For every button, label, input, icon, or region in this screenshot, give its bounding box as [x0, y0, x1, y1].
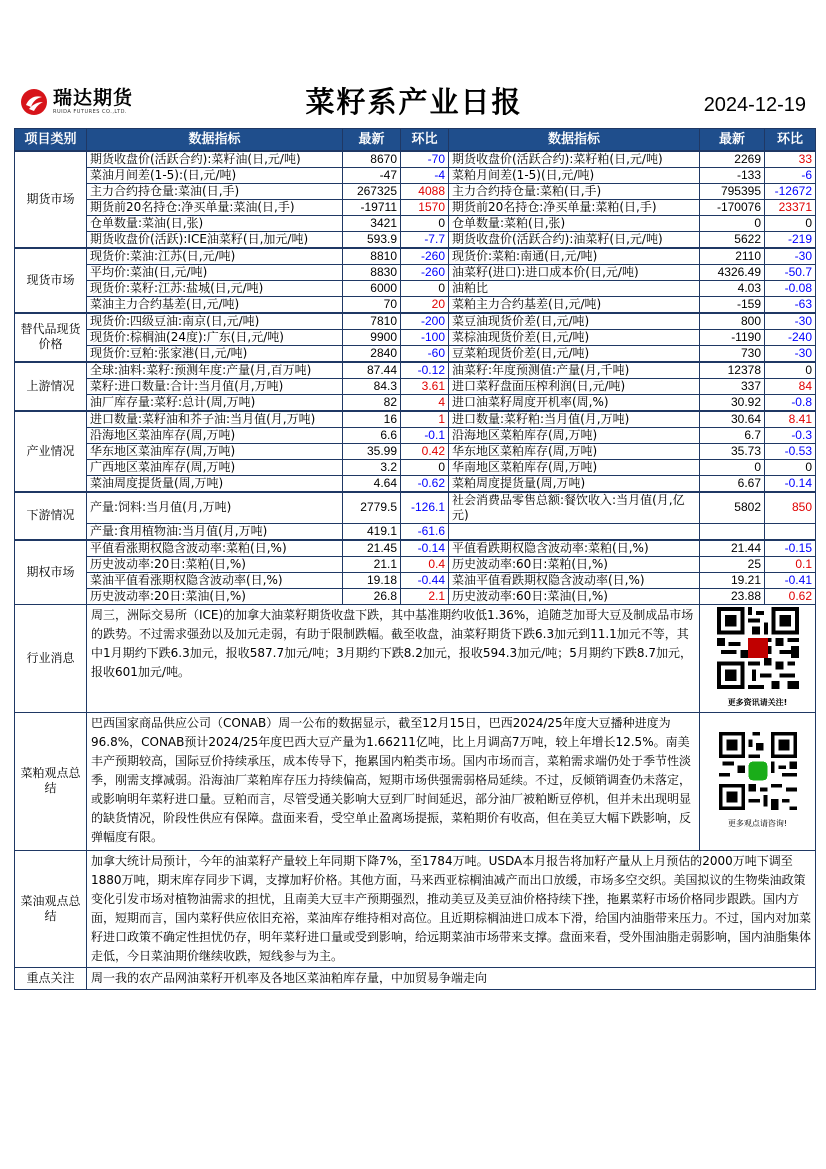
indicator-right: 现货价:菜粕:南通(日,元/吨) [449, 248, 700, 265]
change-right: -240 [765, 329, 816, 345]
latest-left: 6.6 [343, 427, 401, 443]
latest-right: -1190 [700, 329, 765, 345]
latest-right: 5622 [700, 231, 765, 248]
change-left: 3.61 [401, 378, 449, 394]
col-header-indicator-right: 数据指标 [449, 129, 700, 151]
table-row [15, 151, 816, 168]
indicator-left: 进口数量:菜籽油和芥子油:当月值(月,万吨) [87, 411, 343, 428]
change-left: 20 [401, 296, 449, 313]
indicator-left: 产量:饲料:当月值(月,万吨) [87, 492, 343, 524]
change-right: -0.08 [765, 280, 816, 296]
change-left: 0 [401, 459, 449, 475]
table-row [15, 313, 816, 330]
indicator-left: 菜油月间差(1-5):(日,元/吨) [87, 167, 343, 183]
change-left: 1 [401, 411, 449, 428]
change-left: 0 [401, 215, 449, 231]
col-header-change-left: 环比 [401, 129, 449, 151]
change-left: -0.62 [401, 475, 449, 492]
table-row [15, 329, 816, 345]
indicator-right: 历史波动率:60日:菜粕(日,%) [449, 556, 700, 572]
change-left: -7.7 [401, 231, 449, 248]
table-row [15, 588, 816, 604]
latest-left: 2840 [343, 345, 401, 362]
latest-left: 82 [343, 394, 401, 411]
latest-right: 800 [700, 313, 765, 330]
table-row [15, 556, 816, 572]
table-row [15, 475, 816, 492]
latest-left: 26.8 [343, 588, 401, 604]
indicator-right: 仓单数量:菜粕(日,张) [449, 215, 700, 231]
table-row [15, 427, 816, 443]
indicator-left: 期货收盘价(活跃):ICE油菜籽(日,加元/吨) [87, 231, 343, 248]
report-header [14, 76, 814, 124]
latest-right: 795395 [700, 183, 765, 199]
latest-left: 84.3 [343, 378, 401, 394]
change-left: 0.42 [401, 443, 449, 459]
indicator-right: 期货收盘价(活跃合约):菜籽粕(日,元/吨) [449, 151, 700, 168]
latest-right: 23.88 [700, 588, 765, 604]
indicator-right: 菜棕油现货价差(日,元/吨) [449, 329, 700, 345]
news-text: 周三，洲际交易所（ICE)的加拿大油菜籽期货收盘下跌，其中基准期约收低1.36%，追随芝加哥大豆及制成品市场的跌势。不过需求强劲以及加元走弱，有助于限制跌幅。截至收盘，油菜籽期货下跌6.3加元到11.1加元不等，其中1月期约下跌6.3加元，报收587.7加元/吨；3月期约下跌8.2加元，报收594.3加元/吨；5月期约下跌8.7加元，报收601加元/吨。 [87, 604, 700, 712]
latest-right: 2110 [700, 248, 765, 265]
change-right: -30 [765, 345, 816, 362]
change-left: -0.14 [401, 540, 449, 557]
logo-name: 瑞达期货 [53, 87, 134, 109]
latest-right: 337 [700, 378, 765, 394]
latest-left: 19.18 [343, 572, 401, 588]
latest-left: 3421 [343, 215, 401, 231]
change-left: 4 [401, 394, 449, 411]
change-left: -126.1 [401, 492, 449, 524]
table-row [15, 264, 816, 280]
col-header-change-right: 环比 [765, 129, 816, 151]
table-row [15, 443, 816, 459]
change-right [765, 523, 816, 540]
latest-left: 9900 [343, 329, 401, 345]
latest-left: 4.64 [343, 475, 401, 492]
indicator-left: 菜油周度提货量(周,万吨) [87, 475, 343, 492]
category-label: 产业情况 [15, 411, 87, 492]
change-right: -0.3 [765, 427, 816, 443]
indicator-left: 主力合约持仓量:菜油(日,手) [87, 183, 343, 199]
indicator-right: 菜粕周度提货量(周,万吨) [449, 475, 700, 492]
latest-left: -19711 [343, 199, 401, 215]
category-label: 上游情况 [15, 362, 87, 411]
change-left: 1570 [401, 199, 449, 215]
col-header-latest-right: 最新 [700, 129, 765, 151]
change-right: 0 [765, 459, 816, 475]
table-row [15, 411, 816, 428]
latest-right: -133 [700, 167, 765, 183]
indicator-right: 菜豆油现货价差(日,元/吨) [449, 313, 700, 330]
category-label: 重点关注 [15, 967, 87, 989]
category-label: 菜油观点总结 [15, 850, 87, 967]
change-left: -0.1 [401, 427, 449, 443]
latest-left: 21.1 [343, 556, 401, 572]
indicator-right: 菜粕月间差(1-5)(日,元/吨) [449, 167, 700, 183]
latest-right: -170076 [700, 199, 765, 215]
category-label: 期货市场 [15, 151, 87, 248]
indicator-right: 油粕比 [449, 280, 700, 296]
latest-right: 35.73 [700, 443, 765, 459]
change-right: -30 [765, 313, 816, 330]
qr-caption: 更多观点请咨询! [727, 818, 788, 828]
change-right: 0 [765, 215, 816, 231]
latest-right: 2269 [700, 151, 765, 168]
change-left: -0.12 [401, 362, 449, 379]
logo-english-name: RUIDA FUTURES CO.,LTD. [53, 109, 128, 115]
indicator-right: 华南地区菜粕库存(周,万吨) [449, 459, 700, 475]
meal-view-text: 巴西国家商品供应公司（CONAB）周一公布的数据显示，截至12月15日，巴西2024/25年度大豆播种进度为96.8%，CONAB预计2024/25年度巴西大豆产量为1.66211亿吨，比上月调高7万吨，较上年增长12.5%。南美丰产预期较高，国际豆价持续承压，成本传导下，拖累国内粕类市场。国内市场而言，菜粕需求端仍处于季节性淡季，刚需支撑减弱。沿海油厂菜粕库存压力持续偏高，短期市场供强需弱格局延续。不过，反倾销调查仍未落定，或影响明年菜籽进口量。豆粕而言，尽管受通关影响大豆到厂时间延迟，部分油厂被粕断豆停机，但并未出现明显的缺货情况，阶段性供应有保障。盘面来看，受空单止盈离场提振，菜粕期价有收高，但在美豆大幅下跌影响，反弹幅度有限。 [87, 712, 700, 850]
change-left: -200 [401, 313, 449, 330]
change-left: -61.6 [401, 523, 449, 540]
indicator-right: 期货收盘价(活跃合约):油菜籽(日,元/吨) [449, 231, 700, 248]
latest-right: 0 [700, 459, 765, 475]
change-left: -0.44 [401, 572, 449, 588]
change-right: -30 [765, 248, 816, 265]
change-left: 2.1 [401, 588, 449, 604]
change-left: -70 [401, 151, 449, 168]
indicator-right: 进口数量:菜籽粕:当月值(月,万吨) [449, 411, 700, 428]
table-row [15, 394, 816, 411]
indicator-left: 平值看涨期权隐含波动率:菜粕(日,%) [87, 540, 343, 557]
change-left: -60 [401, 345, 449, 362]
indicator-right: 进口油菜籽周度开机率(周,%) [449, 394, 700, 411]
indicator-right: 油菜籽:年度预测值:产量(月,千吨) [449, 362, 700, 379]
consult-qr-code-icon [719, 732, 797, 810]
change-left: -260 [401, 248, 449, 265]
latest-left: 7810 [343, 313, 401, 330]
change-right: -0.15 [765, 540, 816, 557]
change-right: -0.8 [765, 394, 816, 411]
latest-right [700, 523, 765, 540]
qr-caption: 更多资讯请关注! [727, 697, 788, 707]
indicator-left: 华东地区菜油库存(周,万吨) [87, 443, 343, 459]
table-row [15, 459, 816, 475]
table-row [15, 183, 816, 199]
change-right: -0.14 [765, 475, 816, 492]
category-label: 行业消息 [15, 604, 87, 712]
category-label: 下游情况 [15, 492, 87, 540]
indicator-right: 期货前20名持仓:净买单量:菜粕(日,手) [449, 199, 700, 215]
latest-left: 6000 [343, 280, 401, 296]
indicator-left: 现货价:菜油:江苏(日,元/吨) [87, 248, 343, 265]
indicator-right: 沿海地区菜粕库存(周,万吨) [449, 427, 700, 443]
indicator-left: 菜油平值看涨期权隐含波动率(日,%) [87, 572, 343, 588]
change-right: -6 [765, 167, 816, 183]
latest-left: 35.99 [343, 443, 401, 459]
table-row [15, 167, 816, 183]
category-label: 替代品现货价格 [15, 313, 87, 362]
latest-left: 8830 [343, 264, 401, 280]
change-right: -50.7 [765, 264, 816, 280]
latest-right: 5802 [700, 492, 765, 524]
latest-right: 12378 [700, 362, 765, 379]
meal-view-row [15, 712, 816, 850]
report-date: 2024-12-19 [703, 94, 806, 116]
table-row [15, 572, 816, 588]
focus-text: 周一我的农产品网油菜籽开机率及各地区菜油粕库存量，中加贸易争端走向 [87, 967, 816, 989]
indicator-left: 仓单数量:菜油(日,张) [87, 215, 343, 231]
latest-right: -159 [700, 296, 765, 313]
indicator-right: 油菜籽(进口):进口成本价(日,元/吨) [449, 264, 700, 280]
indicator-left: 期货前20名持仓:净买单量:菜油(日,手) [87, 199, 343, 215]
indicator-left: 广西地区菜油库存(周,万吨) [87, 459, 343, 475]
indicator-left: 期货收盘价(活跃合约):菜籽油(日,元/吨) [87, 151, 343, 168]
table-row [15, 492, 816, 524]
col-header-latest-left: 最新 [343, 129, 401, 151]
latest-left: 419.1 [343, 523, 401, 540]
change-left: 0 [401, 280, 449, 296]
latest-left: 21.45 [343, 540, 401, 557]
change-left: -260 [401, 264, 449, 280]
table-row [15, 523, 816, 540]
latest-left: -47 [343, 167, 401, 183]
table-row [15, 378, 816, 394]
oil-view-text: 加拿大统计局预计，今年的油菜籽产量较上年同期下降7%，至1784万吨。USDA本月报告将加籽产量从上月预估的2000万吨下调至1880万吨，期末库存同步下调，支撑加籽价格。其他方面，马来西亚棕榈油减产而出口放缓，市场多空交织。美国拟议的生物柴油政策变化引发市场对植物油需求的担忧，且南美大豆丰产预期强烈，推动美豆及美豆油价格持续下挫，拖累菜籽市场价格同步跟跌。国内方面，短期而言，国内菜籽供应依旧充裕，菜油库存维持相对高位。且近期棕榈油进口成本下滑，给国内油脂带来压力。不过，国内对加菜籽进口政策不确定性担忧仍存，明年菜籽进口量或受到影响，给远期菜油市场带来支撑。盘面来看，受外围油脂走弱影响，国内油脂集体走低，今日菜油期价继续收跌，短线参与为主。 [87, 850, 816, 967]
indicator-left: 现货价:棕榈油(24度):广东(日,元/吨) [87, 329, 343, 345]
qr-block [700, 604, 816, 712]
latest-right: 19.21 [700, 572, 765, 588]
table-row [15, 215, 816, 231]
change-right: 850 [765, 492, 816, 524]
indicator-left: 现货价:四级豆油:南京(日,元/吨) [87, 313, 343, 330]
table-row [15, 231, 816, 248]
change-right: 84 [765, 378, 816, 394]
indicator-right: 平值看跌期权隐含波动率:菜粕(日,%) [449, 540, 700, 557]
latest-left: 593.9 [343, 231, 401, 248]
indicator-right: 豆菜粕现货价差(日,元/吨) [449, 345, 700, 362]
report-title: 菜籽系产业日报 [305, 85, 523, 119]
indicator-right [449, 523, 700, 540]
indicator-right: 历史波动率:60日:菜油(日,%) [449, 588, 700, 604]
table-row [15, 280, 816, 296]
indicator-left: 油厂库存量:菜籽:总计(周,万吨) [87, 394, 343, 411]
col-header-category: 项目类别 [15, 129, 87, 151]
indicator-right: 菜粕主力合约基差(日,元/吨) [449, 296, 700, 313]
latest-right: 4.03 [700, 280, 765, 296]
indicator-right: 主力合约持仓量:菜粕(日,手) [449, 183, 700, 199]
latest-right: 30.92 [700, 394, 765, 411]
indicator-right: 华东地区菜粕库存(周,万吨) [449, 443, 700, 459]
change-right: -0.41 [765, 572, 816, 588]
latest-left: 87.44 [343, 362, 401, 379]
change-right: -12672 [765, 183, 816, 199]
latest-right: 6.7 [700, 427, 765, 443]
indicator-right: 菜油平值看跌期权隐含波动率(日,%) [449, 572, 700, 588]
latest-left: 8810 [343, 248, 401, 265]
indicator-left: 全球:油料:菜籽:预测年度:产量(月,百万吨) [87, 362, 343, 379]
latest-right: 21.44 [700, 540, 765, 557]
change-right: 0.1 [765, 556, 816, 572]
table-row [15, 296, 816, 313]
change-right: 23371 [765, 199, 816, 215]
change-right: 0.62 [765, 588, 816, 604]
table-row [15, 345, 816, 362]
change-right: 33 [765, 151, 816, 168]
change-left: -4 [401, 167, 449, 183]
change-right: -0.53 [765, 443, 816, 459]
latest-right: 6.67 [700, 475, 765, 492]
indicator-left: 现货价:豆粕:张家港(日,元/吨) [87, 345, 343, 362]
latest-left: 2779.5 [343, 492, 401, 524]
indicator-left: 历史波动率:20日:菜粕(日,%) [87, 556, 343, 572]
table-row [15, 248, 816, 265]
oil-view-row [15, 850, 816, 967]
change-right: 0 [765, 362, 816, 379]
change-right: -219 [765, 231, 816, 248]
change-left: -100 [401, 329, 449, 345]
change-right: 8.41 [765, 411, 816, 428]
latest-right: 4326.49 [700, 264, 765, 280]
latest-right: 730 [700, 345, 765, 362]
category-label: 期权市场 [15, 540, 87, 605]
indicator-left: 平均价:菜油(日,元/吨) [87, 264, 343, 280]
col-header-indicator-left: 数据指标 [87, 129, 343, 151]
indicator-left: 产量:食用植物油:当月值(月,万吨) [87, 523, 343, 540]
latest-left: 70 [343, 296, 401, 313]
focus-row [15, 967, 816, 989]
indicator-right: 进口菜籽盘面压榨利润(日,元/吨) [449, 378, 700, 394]
latest-right: 25 [700, 556, 765, 572]
indicator-left: 菜油主力合约基差(日,元/吨) [87, 296, 343, 313]
indicator-left: 历史波动率:20日:菜油(日,%) [87, 588, 343, 604]
change-left: 0.4 [401, 556, 449, 572]
latest-left: 3.2 [343, 459, 401, 475]
category-label: 菜粕观点总结 [15, 712, 87, 850]
data-table [14, 128, 816, 990]
change-left: 4088 [401, 183, 449, 199]
latest-left: 267325 [343, 183, 401, 199]
table-row [15, 540, 816, 557]
indicator-left: 现货价:菜籽:江苏:盐城(日,元/吨) [87, 280, 343, 296]
qr-block [700, 712, 816, 850]
latest-right: 30.64 [700, 411, 765, 428]
indicator-left: 沿海地区菜油库存(周,万吨) [87, 427, 343, 443]
category-label: 现货市场 [15, 248, 87, 313]
indicator-left: 菜籽:进口数量:合计:当月值(月,万吨) [87, 378, 343, 394]
table-row [15, 199, 816, 215]
latest-left: 16 [343, 411, 401, 428]
latest-left: 8670 [343, 151, 401, 168]
latest-right: 0 [700, 215, 765, 231]
table-row [15, 362, 816, 379]
news-row [15, 604, 816, 712]
indicator-right: 社会消费品零售总额:餐饮收入:当月值(月,亿元) [449, 492, 700, 524]
change-right: -63 [765, 296, 816, 313]
table-header-row [15, 129, 816, 151]
wechat-qr-code-icon [717, 607, 799, 689]
